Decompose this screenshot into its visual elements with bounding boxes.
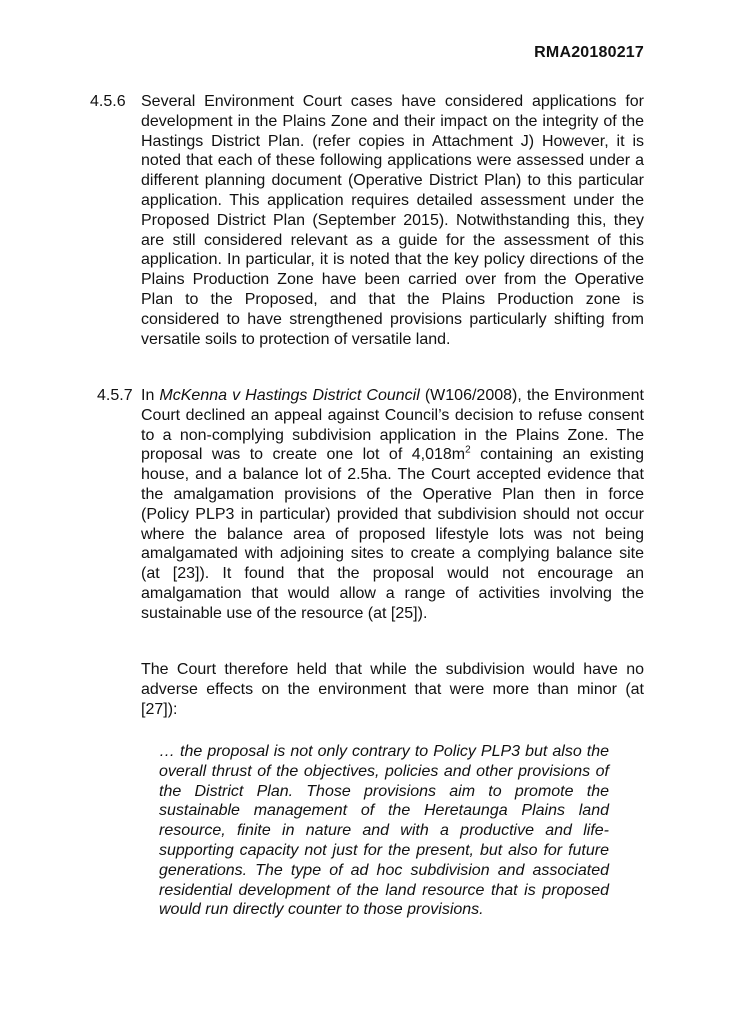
section-intro: In [141,387,160,404]
section-text: Several Environment Court cases have considered applications for development in the Plains Zone and their impact on the integrity of the Hastings District Plan. (refer copies in Attachment J) However, it is noted that each of these following applications were assessed under a different planning document (Operative District Plan) to this particular application. This application requires detailed assessment under the Proposed District Plan (September 2015). Notwithstanding this, they are still considered relevant as a guide for the assessment of this application. In particular, it is noted that the key policy directions of the Plains Production Zone have been carried over from the Operative Plan to the Proposed, and that the Plains Production zone is considered to have strengthened provisions particularly shifting from versatile soils to protection of versatile land. [141,93,644,348]
block-quote: … the proposal is not only contrary to Policy PLP3 but also the overall thrust of the objectives, policies and other provisions of the District Plan. Those provisions aim to promote the sustainable management of the Heretaunga Plains land resource, finite in nature and with a productive and life-supporting capacity not just for the present, but also for future generations. The type of ad hoc subdivision and associated residential development of the land resource that is proposed would run directly counter to those provisions. [159,743,609,919]
section-text-part-b: containing an existing house, and a balance lot of 2.5ha. The Court accepted evidence that the amalgamation provisions of the Operative Plan then in force (Policy PLP3 in particular) provided that subdivision should not occur where the balance area of proposed lifestyle lots was not being amalgamated with adjoining sites to create a complying balance site (at [23]). It found that the proposal would not encourage an amalgamation that would allow a range of activities involving the sustainable use of the resource (at [25]). [141,446,645,622]
document-reference: RMA20180217 [534,44,644,61]
section-text [141,386,644,624]
section-number: 4.5.7 [97,387,133,404]
section-text-part-a: (W106/2008), the Environment Court declined an appeal against Council’s decision to refuse consent to a non-complying subdivision application in the Plains Zone. The proposal was to create one lot of 4,018m [141,387,644,464]
follow-paragraph: The Court therefore held that while the subdivision would have no adverse effects on the environment that were more than minor (at [27]): [141,661,644,718]
superscript: 2 [465,445,471,457]
section-number: 4.5.6 [90,93,126,110]
case-name: McKenna v Hastings District Council [159,387,420,404]
